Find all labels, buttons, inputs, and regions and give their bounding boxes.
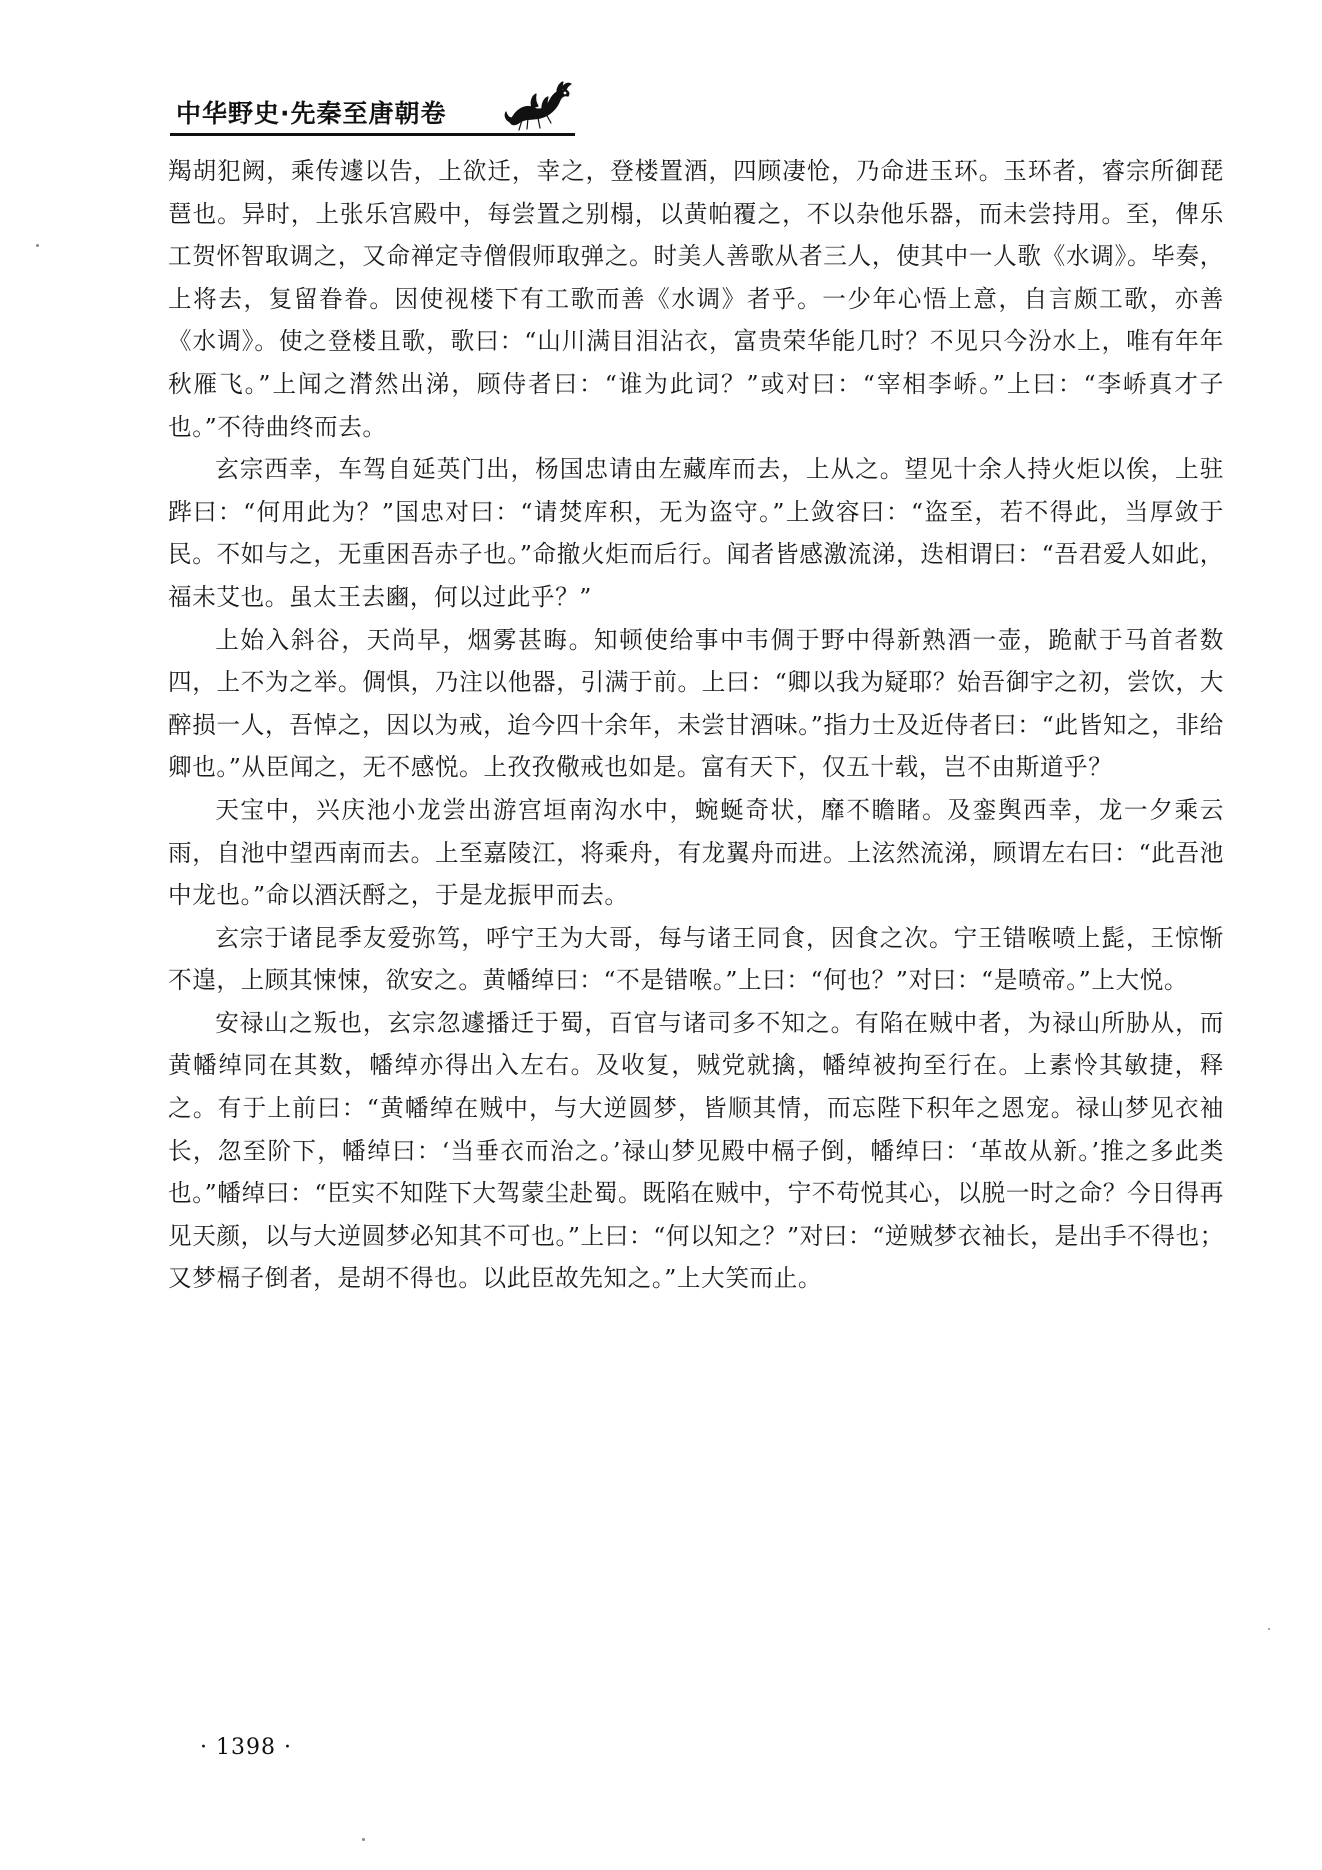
page-number: · 1398 · — [200, 1735, 292, 1760]
paragraph: 玄宗于诸昆季友爱弥笃，呼宁王为大哥，每与诸王同食，因食之次。宁王错喉喷上髭，王惊惭不遑，上顾其悚悚，欲安之。黄幡绰曰：“不是错喉。”上曰：“何也？”对曰：“是喷帝。”上大悦。 — [168, 923, 1224, 995]
paragraph: 天宝中，兴庆池小龙尝出游宫垣南沟水中，蜿蜒奇状，靡不瞻睹。及銮舆西幸，龙一夕乘云雨，自池中望西南而去。上至嘉陵江，将乘舟，有龙翼舟而进。上泫然流涕，顾谓左右曰：“此吾池中龙也。”命以酒沃酹之，于是龙振甲而去。 — [168, 795, 1224, 910]
paragraph: 上始入斜谷，天尚早，烟雾甚晦。知顿使给事中韦倜于野中得新熟酒一壶，跪献于马首者数四，上不为之举。倜惧，乃注以他器，引满于前。上曰：“卿以我为疑耶？始吾御宇之初，尝饮，大醉损一人，吾悼之，因以为戒，迨今四十余年，未尝甘酒味。”指力士及近侍者曰：“此皆知之，非给卿也。”从臣闻之，无不感悦。上孜孜儆戒也如是。富有天下，仅五十载，岂不由斯道乎？ — [168, 625, 1224, 782]
paragraph: 玄宗西幸，车驾自延英门出，杨国忠请由左藏库而去，上从之。望见十余人持火炬以俟，上驻跸曰：“何用此为？”国忠对曰：“请焚库积，无为盗守。”上敛容曰：“盗至，若不得此，当厚敛于民。不如与之，无重困吾赤子也。”命撤火炬而后行。闻者皆感激流涕，迭相谓曰：“吾君爱人如此，福未艾也。虽太王去豳，何以过此乎？” — [168, 455, 1224, 611]
book-title: 中华野史·先秦至唐朝卷 — [176, 99, 447, 128]
scan-speck — [362, 1838, 365, 1841]
paragraph: 羯胡犯阙，乘传遽以告，上欲迁，幸之，登楼置酒，四顾凄怆，乃命进玉环。玉环者，睿宗所御琵琶也。异时，上张乐宫殿中，每尝置之别榻，以黄帕覆之，不以杂他乐器，而未尝持用。至，俾乐工贺怀智取调之，又命禅定寺僧假师取弹之。时美人善歌从者三人，使其中一人歌《水调》。毕奏，上将去，复留眷眷。因使视楼下有工歌而善《水调》者乎。一少年心悟上意，自言颇工歌，亦善《水调》。使之登楼且歌，歌曰：“山川满目泪沾衣，富贵荣华能几时？不见只今汾水上，唯有年年秋雁飞。”上闻之潸然出涕，顾侍者曰：“谁为此词？”或对曰：“宰相李峤。”上曰：“李峤真才子也。”不待曲终而去。 — [168, 157, 1224, 441]
scan-speck — [1268, 1628, 1270, 1630]
main-text — [168, 150, 1224, 1300]
scan-speck — [36, 244, 39, 247]
paragraph: 安禄山之叛也，玄宗忽遽播迁于蜀，百官与诸司多不知之。有陷在贼中者，为禄山所胁从，而黄幡绰同在其数，幡绰亦得出入左右。及收复，贼党就擒，幡绰被拘至行在。上素怜其敏捷，释之。有于上前曰：“黄幡绰在贼中，与大逆圆梦，皆顺其情，而忘陛下积年之恩宠。禄山梦见衣袖长，忽至阶下，幡绰曰：‘当垂衣而治之。’禄山梦见殿中槅子倒，幡绰曰：‘革故从新。’推之多此类也。”幡绰曰：“臣实不知陛下大驾蒙尘赴蜀。既陷在贼中，宁不苟悦其心，以脱一时之命？今日得再见天颜，以与大逆圆梦必知其不可也。”上曰：“何以知之？”对曰：“逆贼梦衣袖长，是出手不得也；又梦槅子倒者，是胡不得也。以此臣故先知之。”上大笑而止。 — [168, 1008, 1224, 1293]
dragon-ornament-icon — [502, 78, 574, 134]
